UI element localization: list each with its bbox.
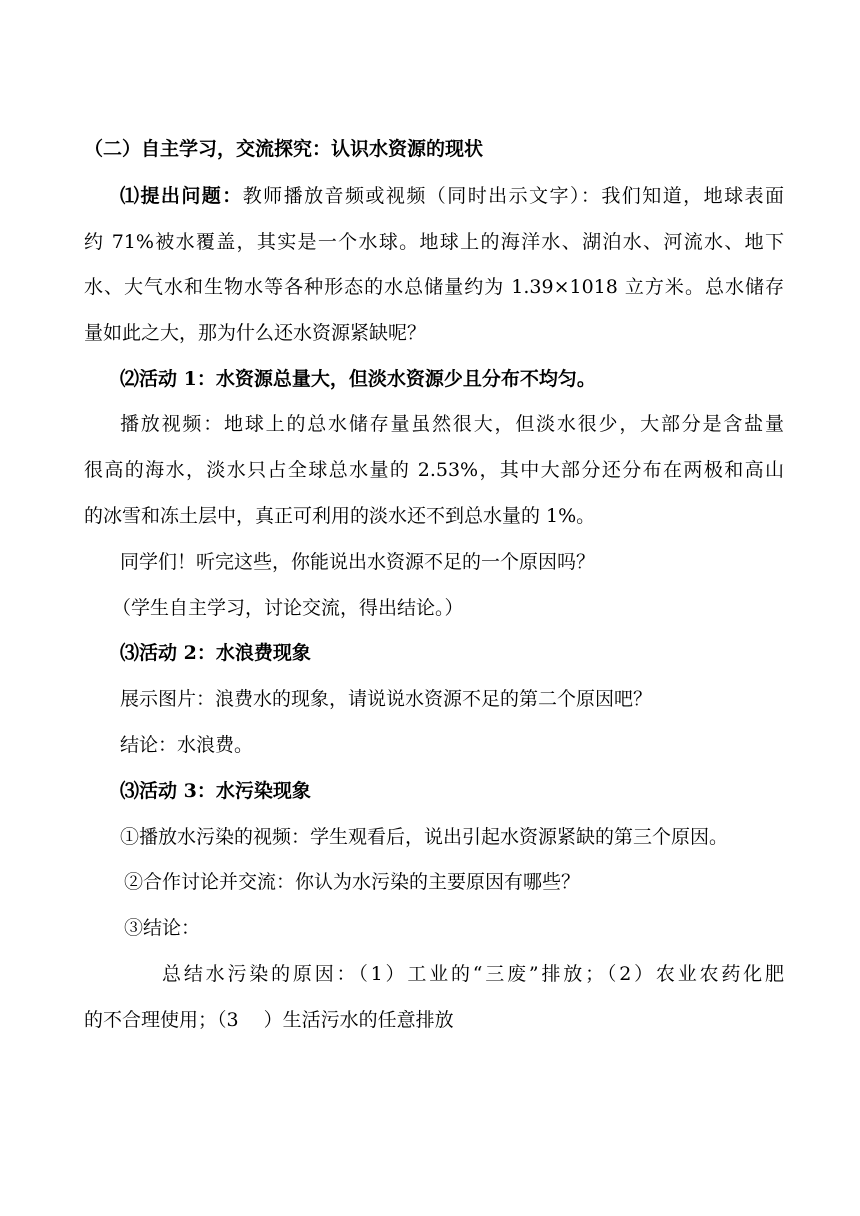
step-1-text: ①播放水污染的视频：学生观看后，说出引起水资源紧缺的第三个原因。 — [120, 826, 729, 848]
question-text: 同学们！听完这些，你能说出水资源不足的一个原因吗？ — [120, 551, 596, 573]
step-3-text: ③结论： — [124, 917, 201, 939]
paragraph-line: 的冰雪和冻土层中，真正可利用的淡水还不到总水量的 1%。 — [84, 505, 596, 527]
show-pictures-text: 展示图片：浪费水的现象，请说说水资源不足的第二个原因吧？ — [120, 688, 653, 710]
summary-line: 总结水污染的原因：（1）工业的“三废”排放；（2）农业农药化肥 — [162, 963, 784, 985]
paragraph-line: 很高的海水，淡水只占全球总水量的 2.53%，其中大部分还分布在两极和高山 — [84, 459, 784, 481]
paragraph-line: 水、大气水和生物水等各种形态的水总储量约为 1.39×1018 立方米。总水储存 — [84, 276, 784, 298]
paragraph-text: 教师播放音频或视频（同时出示文字）：我们知道，地球表面 — [242, 185, 784, 207]
paragraph-line: 约 71%被水覆盖，其实是一个水球。地球上的海洋水、湖泊水、河流水、地下 — [84, 231, 784, 253]
activity-2-heading: ⑶活动 2：水浪费现象 — [120, 642, 311, 664]
summary-line: 的不合理使用；（3 ）生活污水的任意排放 — [84, 1009, 454, 1031]
section-heading: （二）自主学习，交流探究：认识水资源的现状 — [84, 138, 484, 160]
step-2-text: ②合作讨论并交流：你认为水污染的主要原因有哪些？ — [124, 871, 581, 893]
student-note: （学生自主学习，讨论交流，得出结论。） — [112, 597, 464, 619]
paragraph-label: ⑴提出问题： — [120, 185, 243, 207]
paragraph-line: 量如此之大，那为什么还水资源紧缺呢？ — [84, 322, 427, 344]
paragraph-line: 播放视频：地球上的总水储存量虽然很大，但淡水很少，大部分是含盐量 — [120, 413, 784, 435]
paragraph-line — [120, 187, 784, 206]
activity-3-heading: ⑶活动 3：水污染现象 — [120, 780, 311, 802]
conclusion-text: 结论：水浪费。 — [120, 734, 254, 756]
activity-1-heading: ⑵活动 1：水资源总量大，但淡水资源少且分布不均匀。 — [120, 368, 596, 390]
